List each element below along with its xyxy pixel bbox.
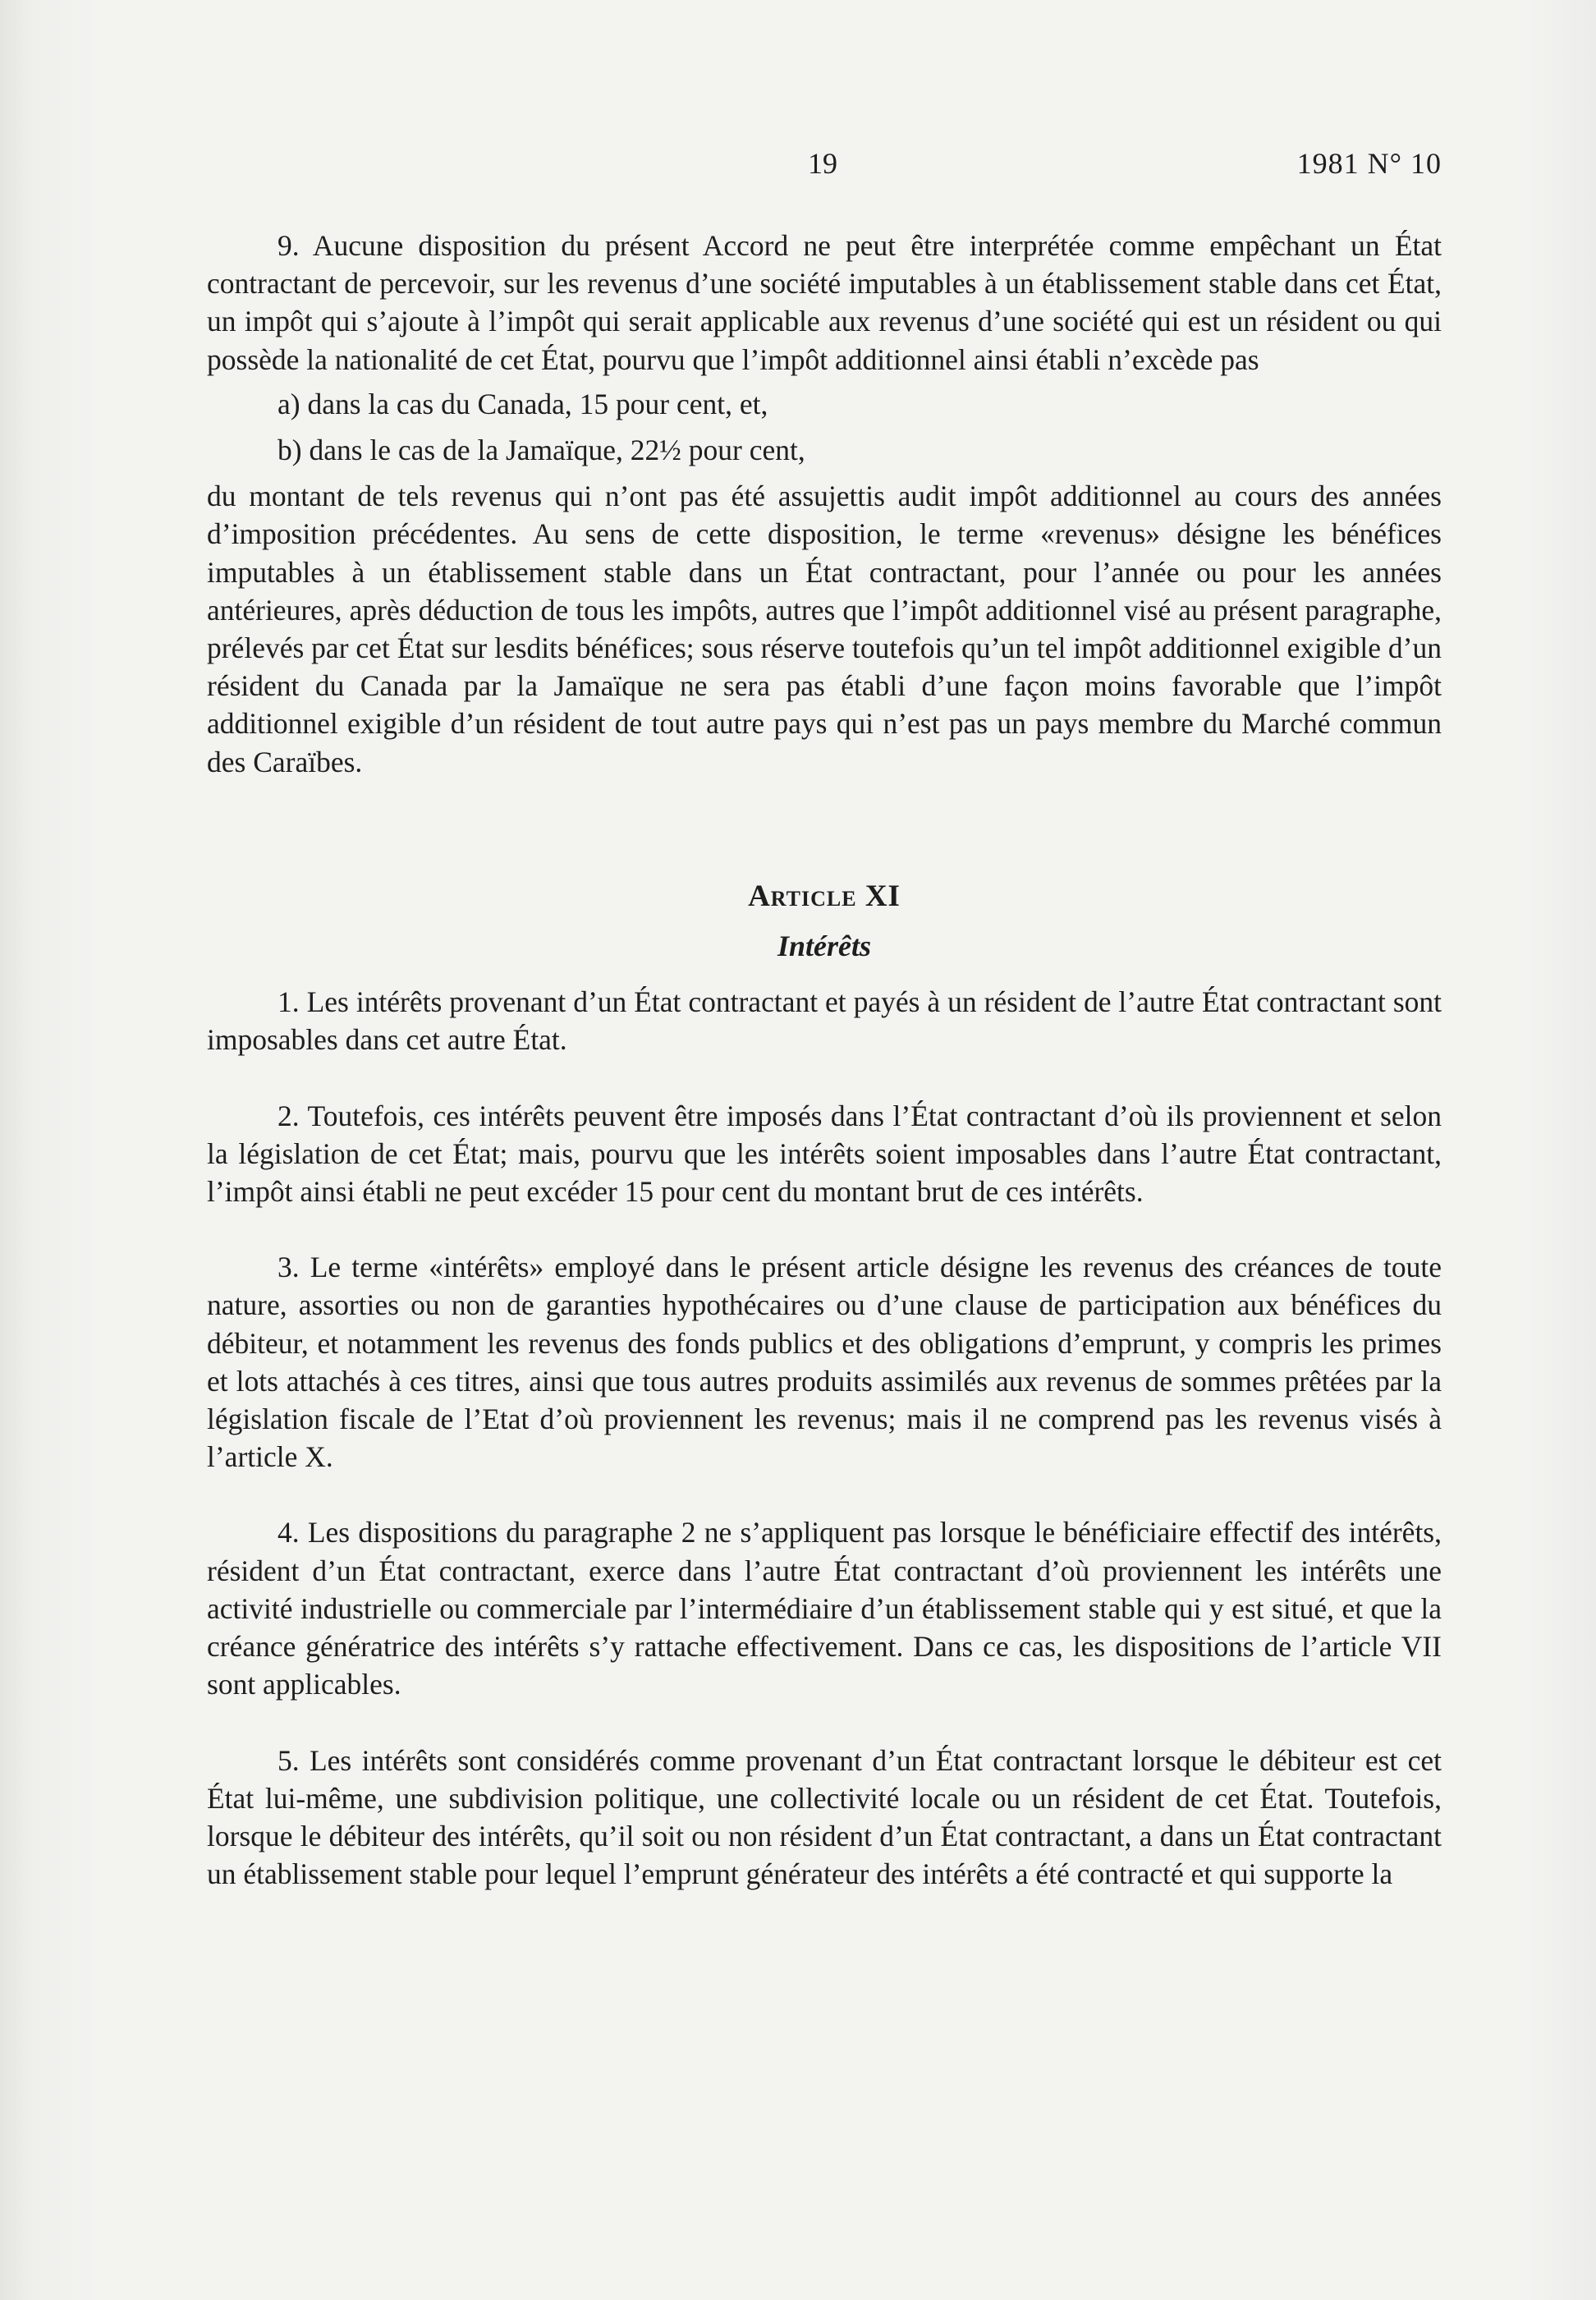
article-heading bbox=[207, 878, 1442, 916]
paragraph-9-item-a: a) dans la cas du Canada, 15 pour cent, et, bbox=[277, 387, 768, 420]
page-number: 19 bbox=[808, 147, 837, 180]
paragraph-3: 3. Le terme «intérêts» employé dans le présent article désigne les revenus des créances de toute nature, assorties ou non de garanties hypothécaires ou d’une clause de participation aux bénéfices du débiteur, et notamment les revenus des fonds publics et des obligations d’emprunt, y compris les primes et lots attachés à ces titres, ainsi que tous autres produits assimilés aux revenus de sommes prêtées par la législation fiscale de l’Etat d’où proviennent les revenus; mais il ne comprend pas les revenus visés à l’article X. bbox=[207, 1251, 1442, 1474]
paragraph-4: 4. Les dispositions du paragraphe 2 ne s’appliquent pas lorsque le bénéficiaire effectif des intérêts, résident d’un État contractant, exerce dans l’autre État contractant d’où proviennent les intérêts une activité industrielle ou commerciale par l’intermédiaire d’un établissement stable qui y est situé, et que la créance génératrice des intérêts s’y rattache effectivement. Dans ce cas, les dispositions de l’article VII sont applicables. bbox=[207, 1516, 1442, 1701]
paragraph-9-intro: 9. Aucune disposition du présent Accord ne peut être interprétée comme empêchant un État contractant de percevoir, sur les revenus d’une société imputables à un établissement stable dans cet État, un impôt qui s’ajoute à l’impôt qui serait applicable aux revenus d’une société qui est un résident ou qui possède la nationalité de cet État, pourvu que l’impôt additionnel ainsi établi n’excède pas bbox=[207, 229, 1442, 376]
document-reference: 1981 N° 10 bbox=[1296, 147, 1442, 180]
paragraph-9-item-b: b) dans le cas de la Jamaïque, 22½ pour cent, bbox=[277, 434, 805, 467]
article-subtitle: Intérêts bbox=[777, 930, 871, 963]
paragraph-1: 1. Les intérêts provenant d’un État contractant et payés à un résident de l’autre État contractant sont imposables dans cet autre État. bbox=[207, 985, 1442, 1057]
article-heading-text: Article XI bbox=[748, 879, 901, 913]
paragraph-5: 5. Les intérêts sont considérés comme provenant d’un État contractant lorsque le débiteur est cet État lui-même, une subdivision politique, une collectivité locale ou un résident de cet État. Toutefois, lorsque le débiteur des intérêts, qu’il soit ou non résident d’un État contractant, a dans un État contractant un établissement stable pour lequel l’emprunt générateur des intérêts a été contracté et qui supporte la bbox=[207, 1743, 1442, 1891]
body-text bbox=[207, 227, 1442, 1893]
paragraph-2: 2. Toutefois, ces intérêts peuvent être imposés dans l’État contractant d’où ils proviennent et selon la législation de cet État; mais, pourvu que les intérêts soient imposables dans l’autre État contractant, l’impôt ainsi établi ne peut excéder 15 pour cent du montant brut de ces intérêts. bbox=[207, 1099, 1442, 1209]
paragraph-9-continuation: du montant de tels revenus qui n’ont pas été assujettis audit impôt additionnel au cours des années d’imposition précédentes. Au sens de cette disposition, le terme «revenus» désigne les bénéfices imputables à un établissement stable dans un État contractant, pour l’année ou pour les années antérieures, après déduction de tous les impôts, autres que l’impôt additionnel visé au présent paragraphe, prélevés par cet État sur lesdits bénéfices; sous réserve toutefois qu’un tel impôt additionnel exigible d’un résident du Canada par la Jamaïque ne sera pas établi d’une façon moins favorable que l’impôt additionnel exigible d’un résident de tout autre pays qui n’est pas un pays membre du Marché commun des Caraïbes. bbox=[207, 480, 1442, 778]
page-header bbox=[207, 146, 1442, 187]
